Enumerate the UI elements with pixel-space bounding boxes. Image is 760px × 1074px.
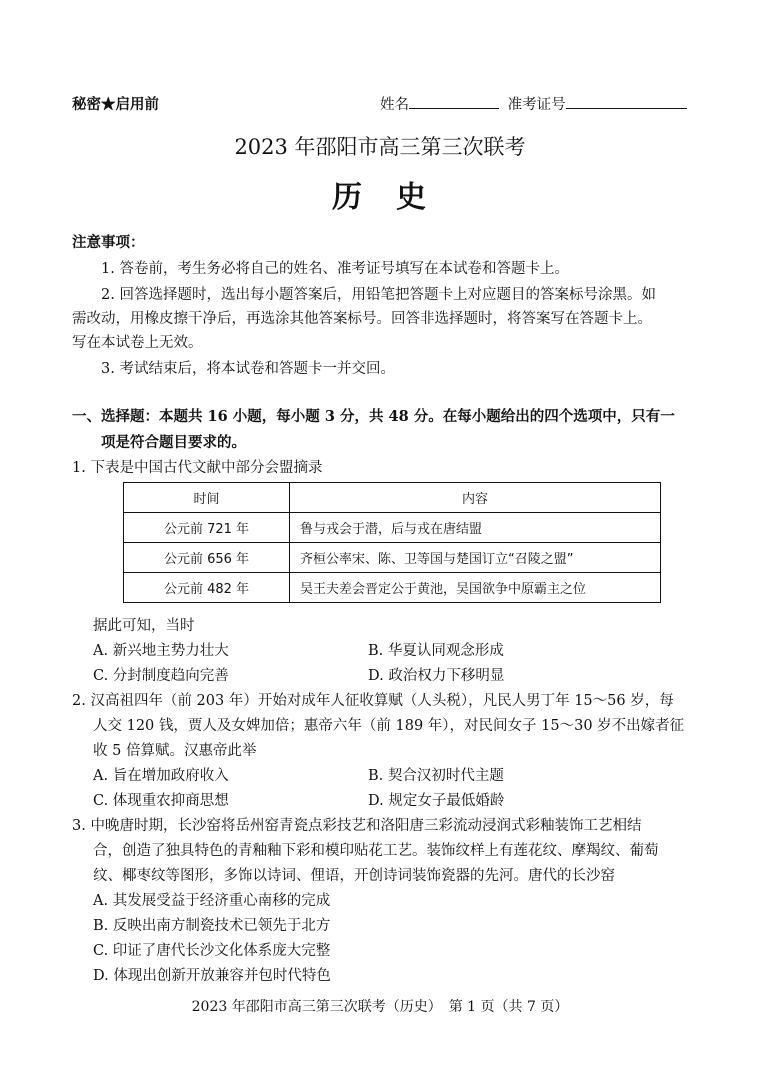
q1-stem: 1. 下表是中国古代文献中部分会盟摘录 [72, 460, 323, 476]
q1-option-c: C. 分封制度趋向完善 [93, 668, 229, 684]
q2-stem-line-2: 人交 120 钱，贾人及女婢加倍；惠帝六年（前 189 年），对民间女子 15～30 岁不出嫁者征 [93, 718, 685, 734]
q3-option-b: B. 反映出南方制瓷技术已领先于北方 [93, 918, 331, 934]
table-cell-content: 齐桓公率宋、陈、卫等国与楚国订立“召陵之盟” [290, 543, 661, 573]
notice-heading: 注意事项： [72, 234, 145, 251]
notice-item-3: 3. 考试结束后，将本试卷和答题卡一并交回。 [101, 361, 395, 377]
subject-title: 历 史 [332, 180, 428, 215]
table-cell-time: 公元前 656 年 [124, 543, 290, 573]
table-row [124, 543, 661, 573]
alliance-table [123, 482, 661, 603]
q2-option-a: A. 旨在增加政府收入 [93, 768, 229, 784]
section-heading-line-1: 一、选择题：本题共 16 小题，每小题 3 分，共 48 分。在每小题给出的四个选项中，只有一 [72, 408, 675, 425]
q2-stem-line-3: 收 5 倍算赋。汉惠帝此举 [93, 743, 257, 759]
notice-item-1: 1. 答卷前，考生务必将自己的姓名、准考证号填写在本试卷和答题卡上。 [101, 261, 569, 277]
table-cell-time: 公元前 721 年 [124, 513, 290, 543]
name-label: 姓名 [380, 97, 409, 113]
q3-option-c: C. 印证了唐代长沙文化体系庞大完整 [93, 943, 331, 959]
q1-option-d: D. 政治权力下移明显 [368, 668, 505, 684]
q3-stem-line-1: 3. 中晚唐时期，长沙窑将岳州窑青瓷点彩技艺和洛阳唐三彩流动浸润式彩釉装饰工艺相结 [72, 818, 642, 834]
exam-id-label: 准考证号 [507, 97, 566, 113]
q3-stem-line-3: 纹、椰枣纹等图形，多饰以诗词、俚语，开创诗词装饰瓷器的先河。唐代的长沙窑 [93, 868, 615, 884]
exam-id-blank [566, 94, 687, 109]
q3-stem-line-2: 合，创造了独具特色的青釉釉下彩和模印贴花工艺。装饰纹样上有莲花纹、摩羯纹、葡萄 [93, 843, 659, 859]
exam-title: 2023 年邵阳市高三第三次联考 [234, 135, 526, 159]
table-cell-time: 公元前 482 年 [124, 573, 290, 603]
table-cell-content: 吴王夫差会晋定公于黄池，吴国欲争中原霸主之位 [290, 573, 661, 603]
name-blank [409, 94, 499, 109]
notice-item-2-line-2: 需改动，用橡皮擦干净后，再选涂其他答案标号。回答非选择题时，将答案写在答题卡上。 [72, 311, 652, 327]
table-header-time: 时间 [124, 483, 290, 513]
page-footer: 2023 年邵阳市高三第三次联考（历史） 第 1 页（共 7 页） [191, 999, 569, 1015]
table-row [124, 573, 661, 603]
notice-item-2-line-3: 写在本试卷上无效。 [72, 335, 203, 351]
table-header-content: 内容 [290, 483, 661, 513]
q2-option-d: D. 规定女子最低婚龄 [368, 793, 505, 809]
confidential-mark: 秘密★启用前 [72, 96, 159, 113]
q3-option-a: A. 其发展受益于经济重心南移的完成 [93, 893, 331, 909]
q3-option-d: D. 体现出创新开放兼容并包时代特色 [93, 968, 331, 984]
q2-option-c: C. 体现重农抑商思想 [93, 793, 229, 809]
q2-stem-line-1: 2. 汉高祖四年（前 203 年）开始对成年人征收算赋（人头税），凡民人男丁年 15～56 岁，每 [72, 693, 674, 709]
name-field [380, 93, 687, 114]
table-cell-content: 鲁与戎会于潜，后与戎在唐结盟 [290, 513, 661, 543]
notice-item-2-line-1: 2. 回答选择题时，选出每小题答案后，用铅笔把答题卡上对应题目的答案标号涂黑。如 [101, 287, 656, 303]
table-row [124, 513, 661, 543]
q2-option-b: B. 契合汉初时代主题 [368, 768, 504, 784]
q1-prompt: 据此可知，当时 [93, 618, 195, 634]
q1-option-a: A. 新兴地主势力壮大 [93, 643, 229, 659]
section-heading-line-2: 项是符合题目要求的。 [101, 434, 246, 451]
q1-option-b: B. 华夏认同观念形成 [368, 643, 504, 659]
table-header-row [124, 483, 661, 513]
